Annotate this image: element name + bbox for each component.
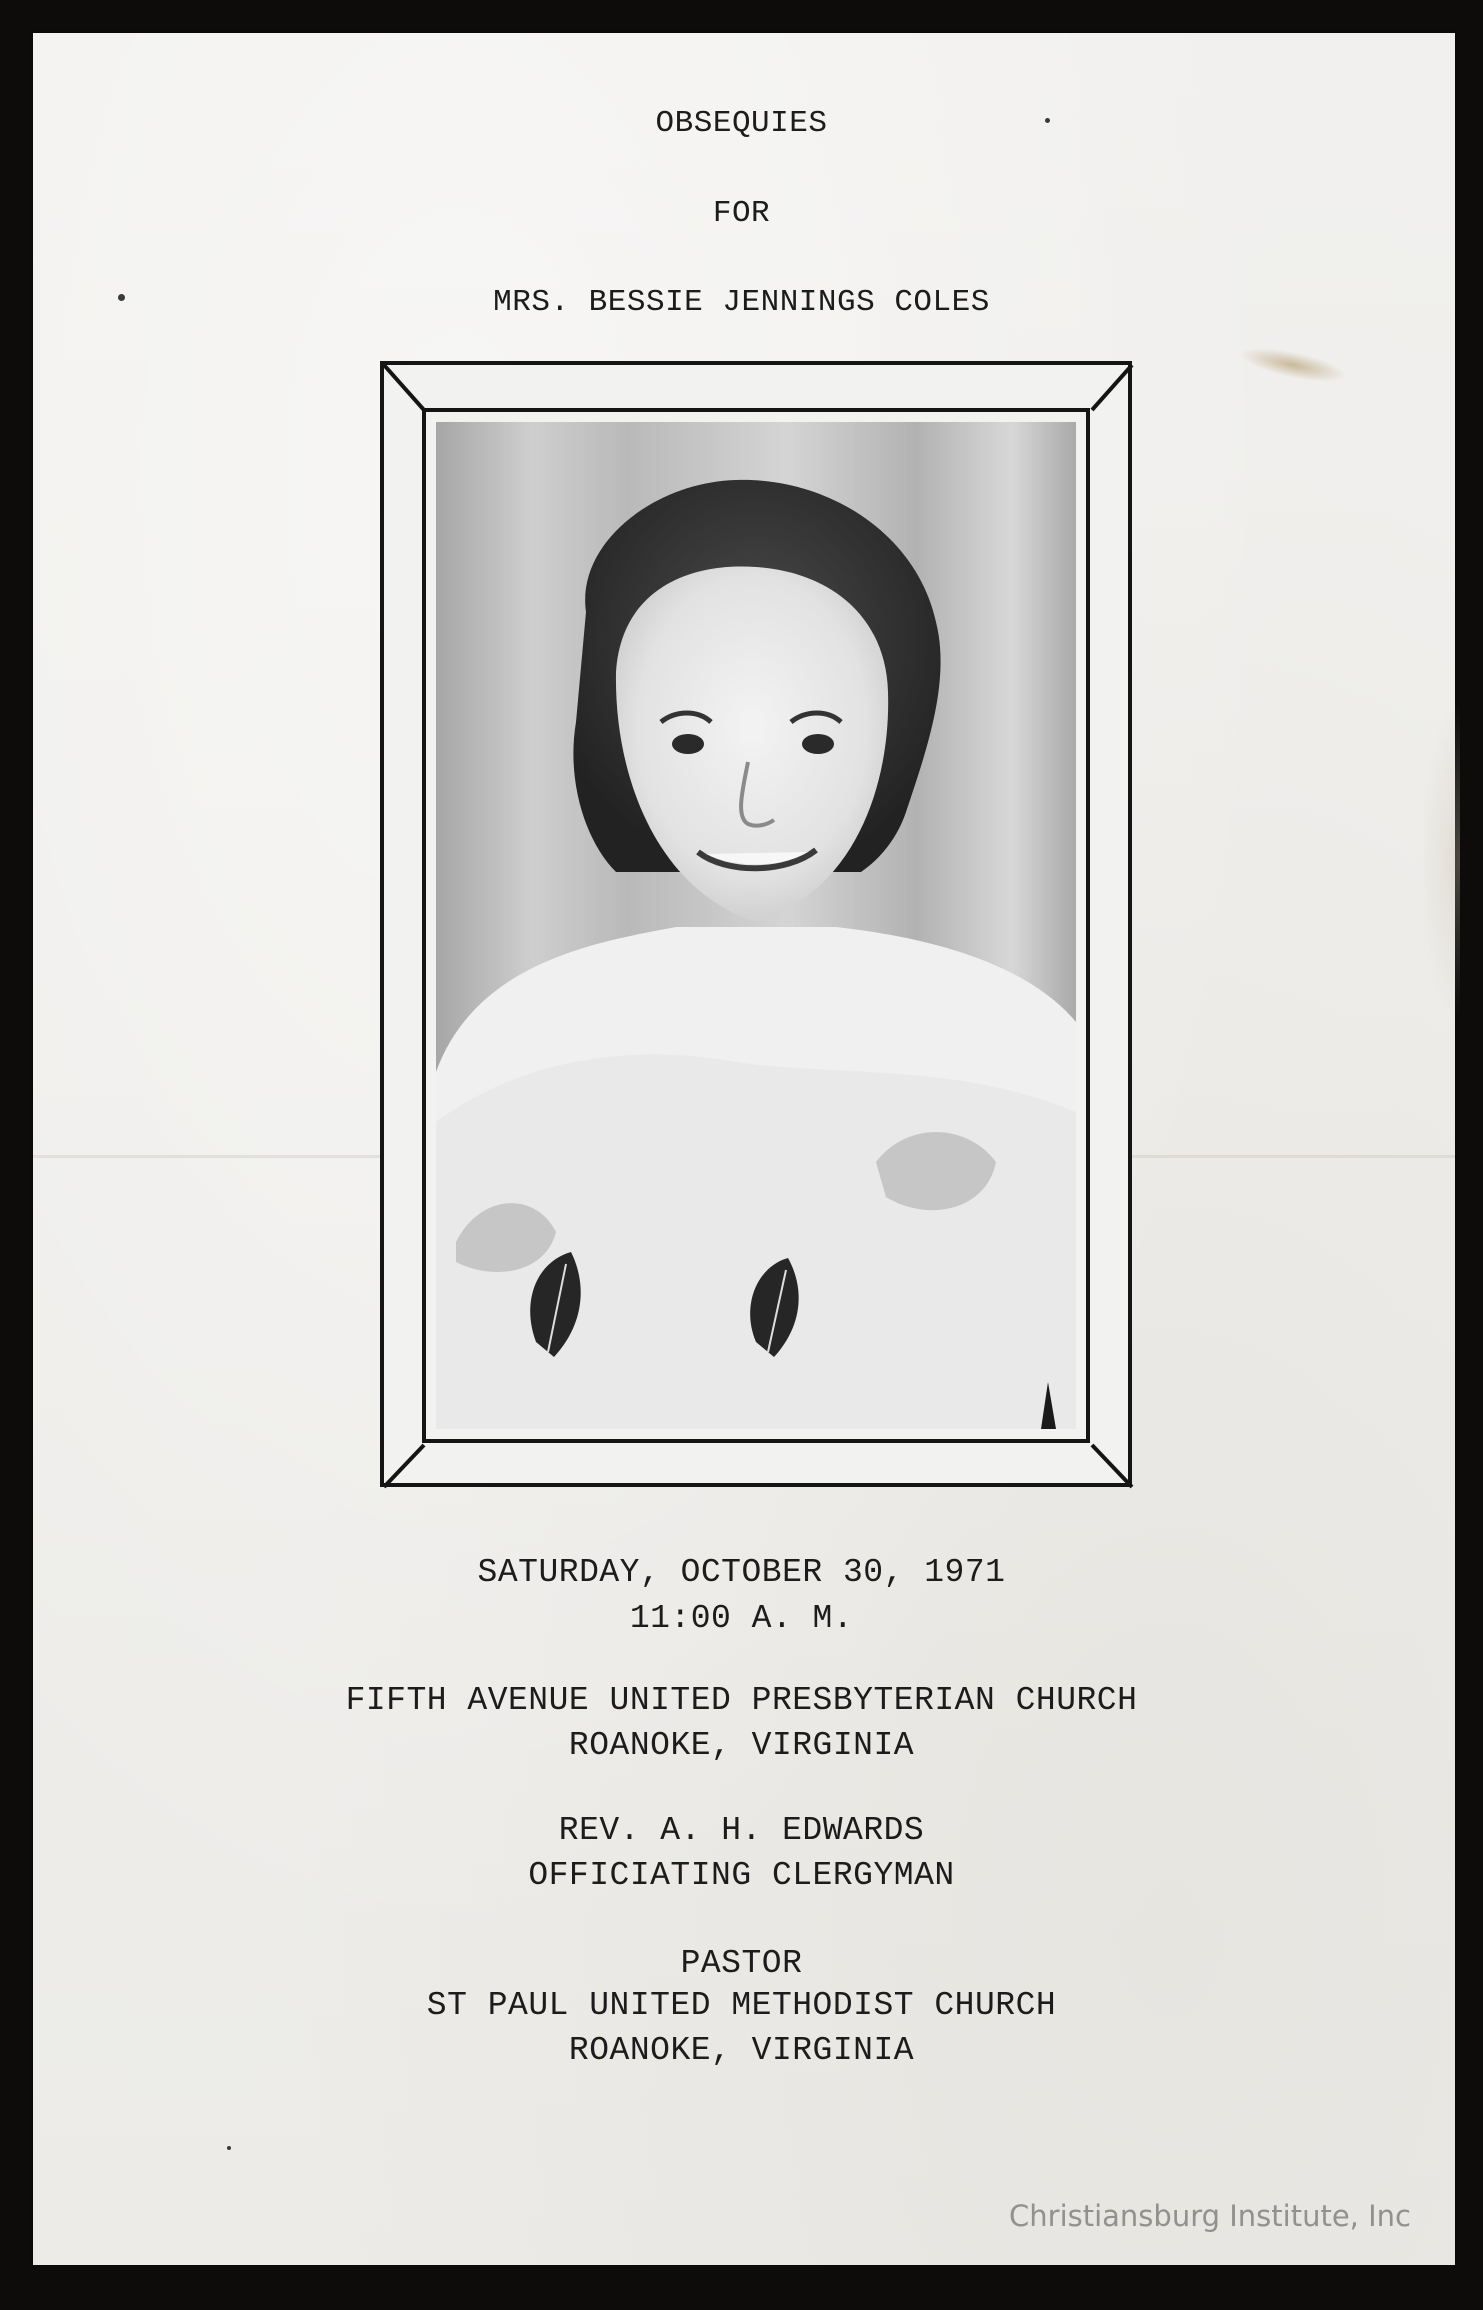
deceased-name: MRS. BESSIE JENNINGS COLES [493, 285, 990, 320]
pastor-church: ST PAUL UNITED METHODIST CHURCH [426, 1987, 1057, 2024]
clergy-role: OFFICIATING CLERGYMAN [528, 1857, 955, 1894]
pastor-location: ROANOKE, VIRGINIA [568, 2032, 915, 2069]
paper-speck [227, 2146, 231, 2150]
watermark-text: Christiansburg Institute, Inc [1009, 2199, 1411, 2233]
service-time: 11:00 A. M. [629, 1600, 854, 1637]
venue-church: FIFTH AVENUE UNITED PRESBYTERIAN CHURCH [345, 1682, 1138, 1719]
program-heading: OBSEQUIES [655, 106, 828, 141]
paper-edge-stain [1420, 700, 1460, 1020]
clergy-name: REV. A. H. EDWARDS [558, 1812, 925, 1849]
portrait-frame [380, 361, 1132, 1487]
portrait-photo-icon [436, 422, 1076, 1429]
venue-location: ROANOKE, VIRGINIA [568, 1727, 915, 1764]
service-date: SATURDAY, OCTOBER 30, 1971 [477, 1554, 1006, 1591]
for-line: FOR [712, 196, 771, 231]
portrait-inner-frame [422, 408, 1090, 1443]
pastor-title: PASTOR [680, 1945, 803, 1982]
